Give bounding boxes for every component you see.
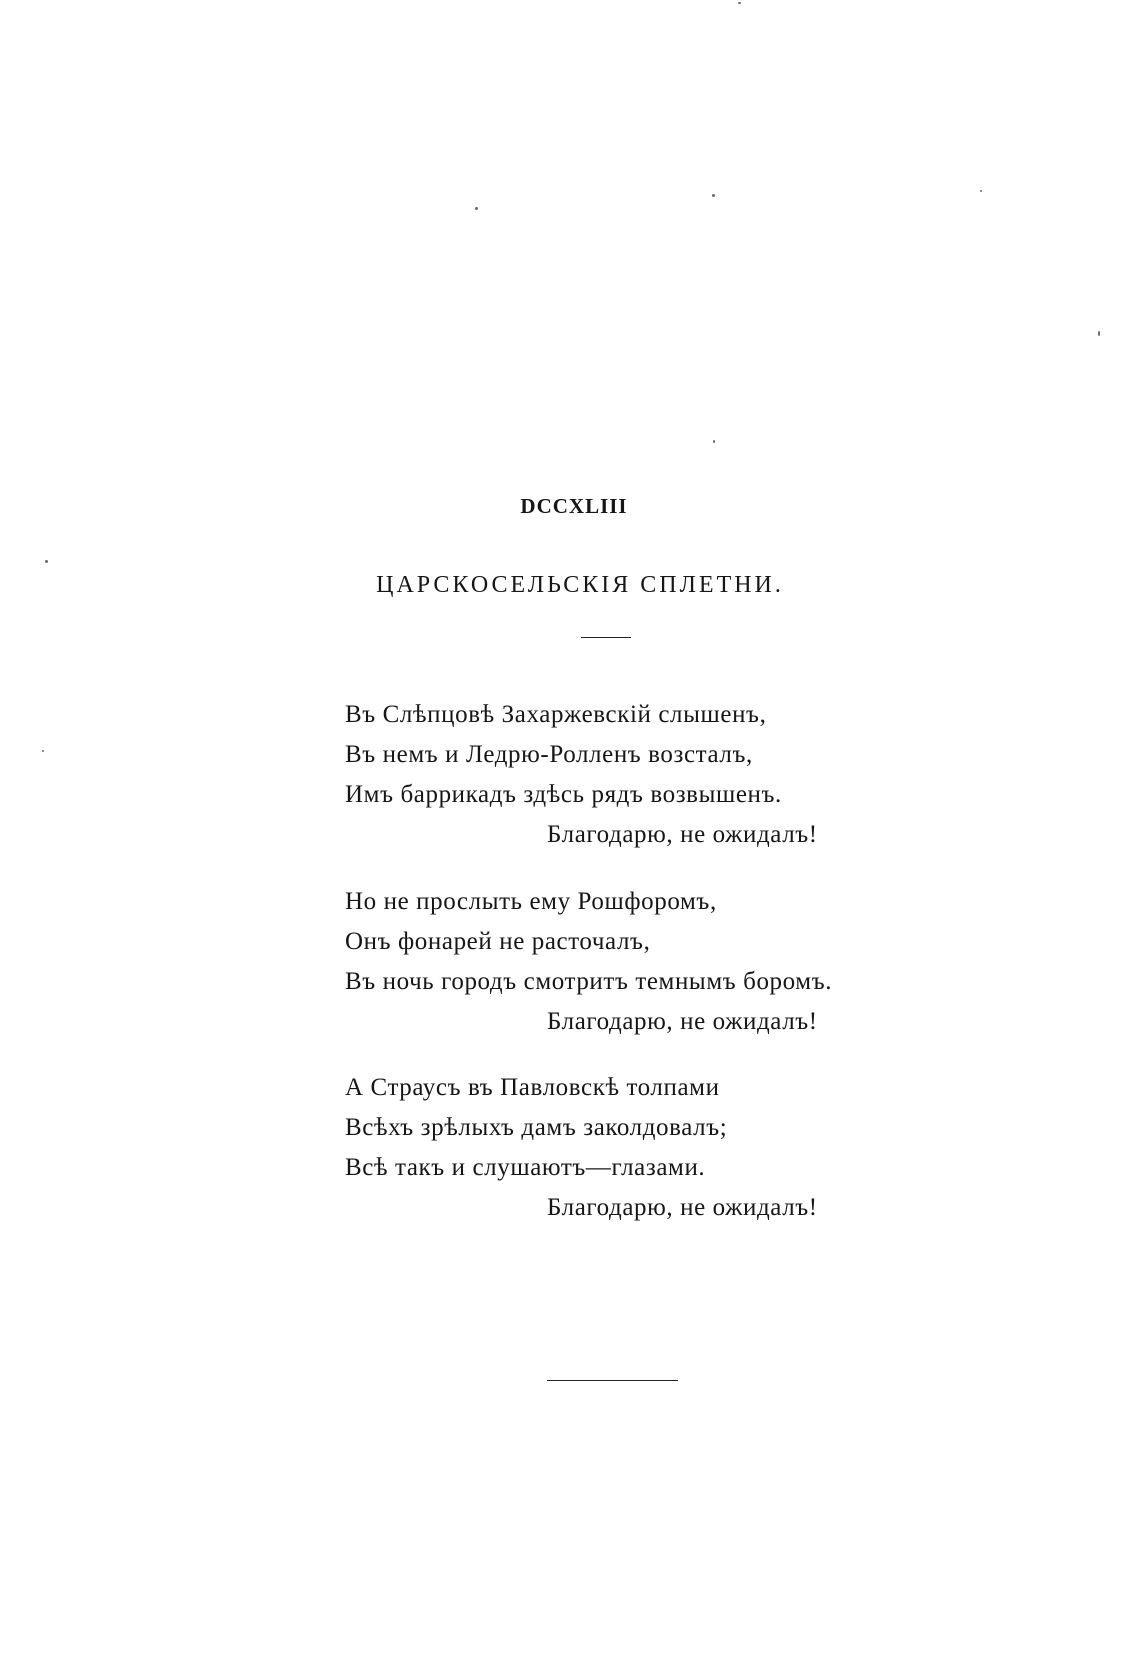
scan-speck	[1098, 331, 1100, 336]
verse-line: Всѣхъ зрѣлыхъ дамъ заколдовалъ;	[345, 1114, 728, 1141]
verse-line: Всѣ такъ и слушаютъ—глазами.	[345, 1154, 706, 1181]
verse-line: Въ Слѣпцовѣ Захаржевскій слышенъ,	[345, 701, 767, 728]
stanza-3	[345, 1068, 945, 1228]
verse-line: Въ ночь городъ смотритъ темнымъ боромъ.	[345, 968, 833, 995]
verse-line: Онъ фонарей не расточалъ,	[345, 928, 651, 955]
scan-speck	[42, 750, 44, 752]
stanza-2	[345, 882, 945, 1042]
verse-line: Имъ баррикадъ здѣсь рядъ возвышенъ.	[345, 781, 782, 808]
end-rule	[547, 1380, 678, 1381]
verse-line: А Страусъ въ Павловскѣ толпами	[345, 1074, 720, 1101]
refrain-line: Благодарю, не ожидалъ!	[547, 1194, 818, 1221]
title-separator-rule	[581, 637, 631, 638]
refrain-line: Благодарю, не ожидалъ!	[547, 821, 818, 848]
refrain-line: Благодарю, не ожидалъ!	[547, 1008, 818, 1035]
poem-title: ЦАРСКОСЕЛЬСКІЯ СПЛЕТНИ.	[376, 572, 784, 598]
verse-line: Но не прослыть ему Рошфоромъ,	[345, 888, 717, 915]
verse-line: Въ немъ и Ледрю-Ролленъ возсталъ,	[345, 741, 753, 768]
scan-speck	[713, 440, 715, 443]
scan-speck	[475, 207, 478, 210]
scan-speck	[738, 2, 741, 4]
stanza-1	[345, 695, 945, 855]
poem-number: DCCXLIII	[520, 494, 628, 518]
scan-speck	[712, 194, 715, 197]
scan-speck	[980, 190, 982, 192]
scan-speck	[45, 560, 48, 563]
